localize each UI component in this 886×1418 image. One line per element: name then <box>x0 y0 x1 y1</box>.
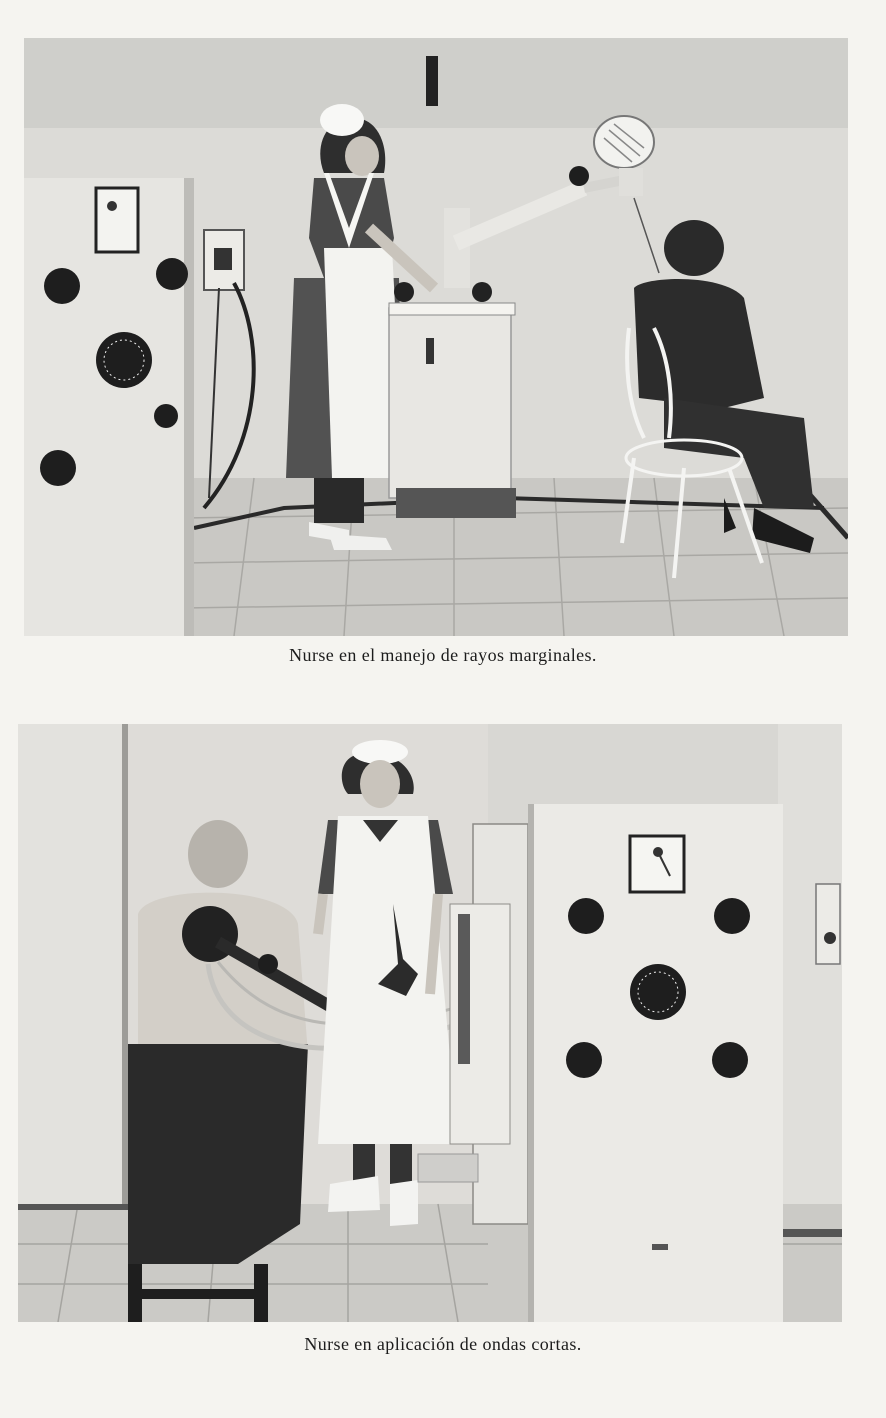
figure-caption: Nurse en el manejo de rayos marginales. <box>289 645 597 665</box>
photo-short-waves <box>18 724 842 1322</box>
photo-marginal-rays <box>24 38 848 636</box>
figure-caption: Nurse en aplicación de ondas cortas. <box>304 1334 582 1354</box>
